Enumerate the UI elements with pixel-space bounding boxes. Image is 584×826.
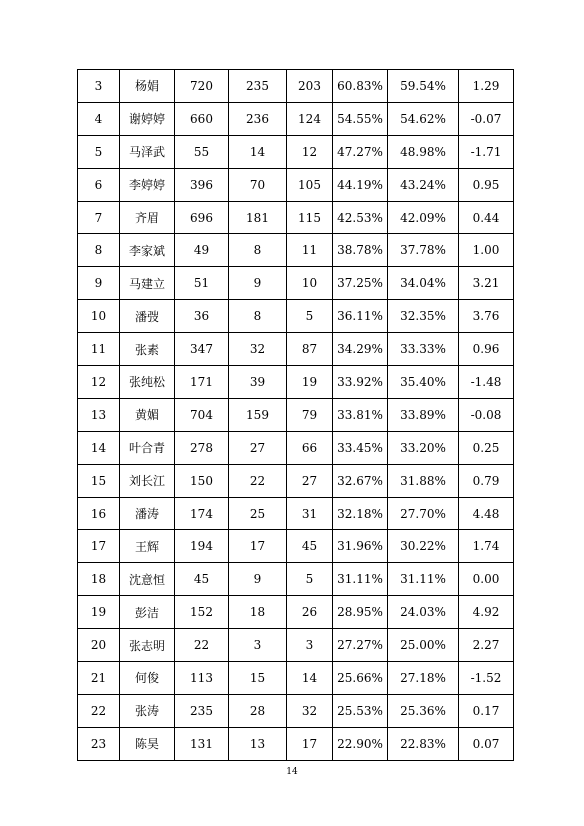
cell-total: 150 xyxy=(175,464,229,497)
cell-total: 171 xyxy=(175,366,229,399)
table-row xyxy=(78,267,514,300)
table-row xyxy=(78,694,514,727)
cell-diff: 0.25 xyxy=(459,431,514,464)
cell-name: 刘长江 xyxy=(120,464,175,497)
cell-diff: 3.21 xyxy=(459,267,514,300)
table-row xyxy=(78,300,514,333)
cell-col-a: 15 xyxy=(229,662,287,695)
table-row xyxy=(78,168,514,201)
cell-rank: 3 xyxy=(78,70,120,103)
cell-rate-2: 42.09% xyxy=(388,201,459,234)
cell-rank: 5 xyxy=(78,135,120,168)
cell-name: 沈意恒 xyxy=(120,563,175,596)
cell-rate-2: 35.40% xyxy=(388,366,459,399)
cell-col-b: 26 xyxy=(287,596,333,629)
cell-rank: 11 xyxy=(78,333,120,366)
cell-rate-1: 32.67% xyxy=(333,464,388,497)
table-row xyxy=(78,70,514,103)
cell-rate-2: 34.04% xyxy=(388,267,459,300)
table-row xyxy=(78,366,514,399)
cell-rate-1: 37.25% xyxy=(333,267,388,300)
cell-rank: 19 xyxy=(78,596,120,629)
cell-total: 113 xyxy=(175,662,229,695)
cell-name: 何俊 xyxy=(120,662,175,695)
cell-name: 张志明 xyxy=(120,629,175,662)
cell-rank: 4 xyxy=(78,102,120,135)
cell-rank: 6 xyxy=(78,168,120,201)
cell-name: 马建立 xyxy=(120,267,175,300)
cell-rank: 22 xyxy=(78,694,120,727)
cell-diff: -0.08 xyxy=(459,398,514,431)
table-row xyxy=(78,662,514,695)
cell-col-a: 159 xyxy=(229,398,287,431)
cell-rank: 17 xyxy=(78,530,120,563)
cell-total: 194 xyxy=(175,530,229,563)
cell-rate-1: 38.78% xyxy=(333,234,388,267)
cell-diff: 2.27 xyxy=(459,629,514,662)
cell-name: 彭洁 xyxy=(120,596,175,629)
cell-rate-2: 37.78% xyxy=(388,234,459,267)
cell-rate-1: 33.45% xyxy=(333,431,388,464)
cell-col-b: 87 xyxy=(287,333,333,366)
cell-rate-2: 27.18% xyxy=(388,662,459,695)
table-row xyxy=(78,201,514,234)
cell-col-a: 22 xyxy=(229,464,287,497)
cell-total: 347 xyxy=(175,333,229,366)
cell-col-a: 28 xyxy=(229,694,287,727)
cell-total: 51 xyxy=(175,267,229,300)
table-row xyxy=(78,497,514,530)
cell-rate-1: 25.53% xyxy=(333,694,388,727)
cell-col-a: 9 xyxy=(229,267,287,300)
cell-col-b: 14 xyxy=(287,662,333,695)
cell-diff: 0.17 xyxy=(459,694,514,727)
cell-diff: 0.95 xyxy=(459,168,514,201)
data-table xyxy=(77,69,514,761)
table-row xyxy=(78,530,514,563)
cell-col-b: 45 xyxy=(287,530,333,563)
cell-rank: 8 xyxy=(78,234,120,267)
cell-rate-2: 43.24% xyxy=(388,168,459,201)
table-row xyxy=(78,596,514,629)
cell-diff: -1.71 xyxy=(459,135,514,168)
cell-total: 278 xyxy=(175,431,229,464)
cell-rank: 13 xyxy=(78,398,120,431)
cell-col-b: 66 xyxy=(287,431,333,464)
cell-rate-1: 28.95% xyxy=(333,596,388,629)
cell-rate-2: 30.22% xyxy=(388,530,459,563)
cell-name: 齐眉 xyxy=(120,201,175,234)
cell-rate-1: 32.18% xyxy=(333,497,388,530)
table-row xyxy=(78,727,514,760)
cell-diff: 3.76 xyxy=(459,300,514,333)
table-row xyxy=(78,563,514,596)
cell-diff: 1.74 xyxy=(459,530,514,563)
cell-rate-1: 34.29% xyxy=(333,333,388,366)
cell-col-b: 115 xyxy=(287,201,333,234)
cell-col-b: 5 xyxy=(287,563,333,596)
table-row xyxy=(78,234,514,267)
cell-name: 王辉 xyxy=(120,530,175,563)
cell-name: 李婷婷 xyxy=(120,168,175,201)
cell-rank: 18 xyxy=(78,563,120,596)
cell-diff: 0.00 xyxy=(459,563,514,596)
cell-rate-1: 25.66% xyxy=(333,662,388,695)
table-row xyxy=(78,398,514,431)
cell-diff: 0.44 xyxy=(459,201,514,234)
cell-col-a: 181 xyxy=(229,201,287,234)
cell-rate-2: 24.03% xyxy=(388,596,459,629)
cell-col-b: 79 xyxy=(287,398,333,431)
cell-col-a: 27 xyxy=(229,431,287,464)
cell-diff: 4.48 xyxy=(459,497,514,530)
cell-col-a: 8 xyxy=(229,300,287,333)
cell-diff: 1.29 xyxy=(459,70,514,103)
cell-name: 张素 xyxy=(120,333,175,366)
cell-rank: 20 xyxy=(78,629,120,662)
cell-rate-2: 33.33% xyxy=(388,333,459,366)
cell-rank: 21 xyxy=(78,662,120,695)
cell-col-a: 9 xyxy=(229,563,287,596)
cell-col-b: 17 xyxy=(287,727,333,760)
table-row xyxy=(78,135,514,168)
page-number: 14 xyxy=(286,767,298,777)
cell-col-b: 5 xyxy=(287,300,333,333)
cell-diff: 0.79 xyxy=(459,464,514,497)
cell-name: 潘涛 xyxy=(120,497,175,530)
cell-col-b: 3 xyxy=(287,629,333,662)
cell-col-a: 17 xyxy=(229,530,287,563)
cell-col-b: 31 xyxy=(287,497,333,530)
cell-rate-2: 31.11% xyxy=(388,563,459,596)
cell-rate-2: 54.62% xyxy=(388,102,459,135)
cell-rate-2: 22.83% xyxy=(388,727,459,760)
cell-diff: -0.07 xyxy=(459,102,514,135)
cell-rate-1: 44.19% xyxy=(333,168,388,201)
cell-total: 174 xyxy=(175,497,229,530)
cell-total: 49 xyxy=(175,234,229,267)
cell-name: 张涛 xyxy=(120,694,175,727)
cell-rate-2: 33.89% xyxy=(388,398,459,431)
cell-total: 22 xyxy=(175,629,229,662)
cell-total: 660 xyxy=(175,102,229,135)
cell-rate-1: 42.53% xyxy=(333,201,388,234)
cell-diff: -1.48 xyxy=(459,366,514,399)
cell-rank: 16 xyxy=(78,497,120,530)
cell-col-a: 235 xyxy=(229,70,287,103)
cell-rate-2: 33.20% xyxy=(388,431,459,464)
cell-col-b: 11 xyxy=(287,234,333,267)
cell-col-a: 13 xyxy=(229,727,287,760)
cell-name: 黄媚 xyxy=(120,398,175,431)
cell-name: 陈昊 xyxy=(120,727,175,760)
cell-rank: 15 xyxy=(78,464,120,497)
cell-col-b: 27 xyxy=(287,464,333,497)
cell-col-a: 39 xyxy=(229,366,287,399)
cell-rate-1: 33.81% xyxy=(333,398,388,431)
cell-rate-2: 48.98% xyxy=(388,135,459,168)
cell-col-a: 32 xyxy=(229,333,287,366)
cell-total: 131 xyxy=(175,727,229,760)
cell-col-a: 3 xyxy=(229,629,287,662)
cell-total: 36 xyxy=(175,300,229,333)
cell-rate-1: 22.90% xyxy=(333,727,388,760)
cell-col-a: 25 xyxy=(229,497,287,530)
cell-name: 李家斌 xyxy=(120,234,175,267)
cell-rank: 12 xyxy=(78,366,120,399)
cell-col-b: 203 xyxy=(287,70,333,103)
cell-name: 杨娟 xyxy=(120,70,175,103)
cell-rate-2: 27.70% xyxy=(388,497,459,530)
cell-total: 45 xyxy=(175,563,229,596)
cell-rank: 14 xyxy=(78,431,120,464)
cell-col-b: 19 xyxy=(287,366,333,399)
cell-total: 704 xyxy=(175,398,229,431)
cell-col-a: 18 xyxy=(229,596,287,629)
cell-col-b: 105 xyxy=(287,168,333,201)
cell-col-a: 14 xyxy=(229,135,287,168)
cell-diff: 1.00 xyxy=(459,234,514,267)
cell-rate-1: 27.27% xyxy=(333,629,388,662)
cell-rate-2: 59.54% xyxy=(388,70,459,103)
cell-rate-1: 36.11% xyxy=(333,300,388,333)
cell-diff: -1.52 xyxy=(459,662,514,695)
table-row xyxy=(78,629,514,662)
cell-col-a: 70 xyxy=(229,168,287,201)
table-body xyxy=(78,70,514,761)
cell-name: 潘弢 xyxy=(120,300,175,333)
cell-total: 396 xyxy=(175,168,229,201)
cell-col-a: 8 xyxy=(229,234,287,267)
table-row xyxy=(78,102,514,135)
cell-total: 696 xyxy=(175,201,229,234)
cell-diff: 0.96 xyxy=(459,333,514,366)
cell-col-b: 124 xyxy=(287,102,333,135)
cell-col-b: 10 xyxy=(287,267,333,300)
cell-name: 叶合青 xyxy=(120,431,175,464)
cell-total: 235 xyxy=(175,694,229,727)
cell-rate-1: 31.11% xyxy=(333,563,388,596)
cell-diff: 4.92 xyxy=(459,596,514,629)
cell-col-a: 236 xyxy=(229,102,287,135)
cell-rank: 7 xyxy=(78,201,120,234)
cell-rate-2: 25.00% xyxy=(388,629,459,662)
table-row xyxy=(78,333,514,366)
cell-col-b: 12 xyxy=(287,135,333,168)
cell-rate-2: 31.88% xyxy=(388,464,459,497)
cell-rate-2: 25.36% xyxy=(388,694,459,727)
cell-total: 720 xyxy=(175,70,229,103)
cell-rank: 9 xyxy=(78,267,120,300)
cell-rate-1: 54.55% xyxy=(333,102,388,135)
cell-total: 55 xyxy=(175,135,229,168)
cell-rate-1: 33.92% xyxy=(333,366,388,399)
cell-name: 马泽武 xyxy=(120,135,175,168)
cell-rank: 23 xyxy=(78,727,120,760)
cell-total: 152 xyxy=(175,596,229,629)
table-row xyxy=(78,464,514,497)
cell-rate-1: 31.96% xyxy=(333,530,388,563)
cell-name: 谢婷婷 xyxy=(120,102,175,135)
cell-rate-1: 47.27% xyxy=(333,135,388,168)
table-row xyxy=(78,431,514,464)
cell-rate-1: 60.83% xyxy=(333,70,388,103)
cell-rank: 10 xyxy=(78,300,120,333)
cell-name: 张纯松 xyxy=(120,366,175,399)
cell-diff: 0.07 xyxy=(459,727,514,760)
cell-rate-2: 32.35% xyxy=(388,300,459,333)
cell-col-b: 32 xyxy=(287,694,333,727)
